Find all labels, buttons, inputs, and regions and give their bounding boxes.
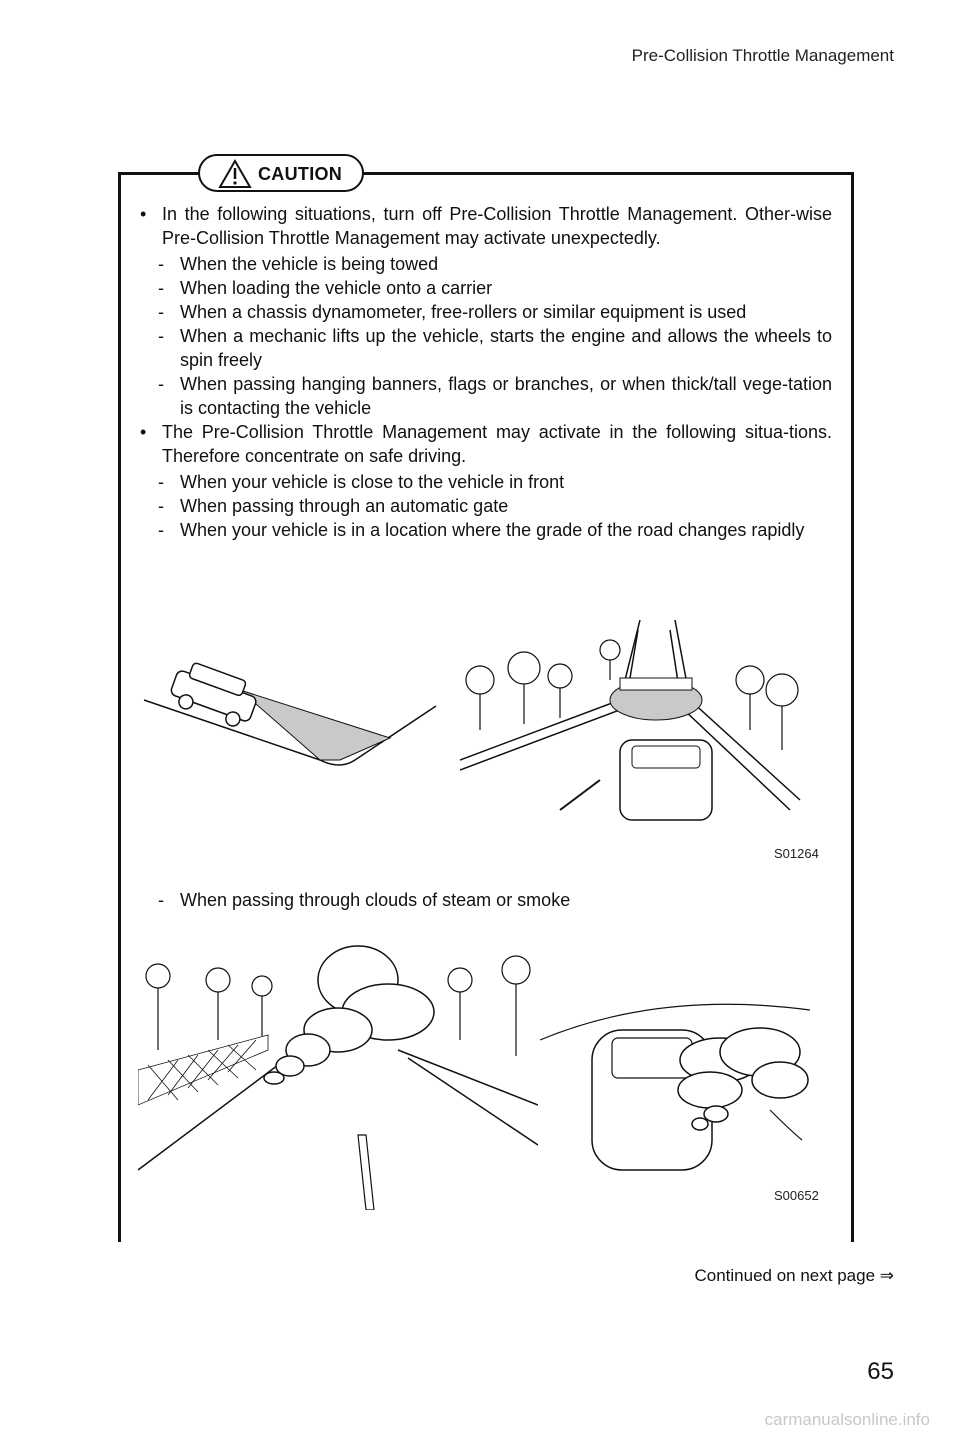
watermark: carmanualsonline.info bbox=[764, 1410, 930, 1429]
warning-triangle-icon bbox=[218, 159, 252, 189]
list-item-text: When loading the vehicle onto a carrier bbox=[180, 278, 493, 298]
list-item-text: When passing hanging banners, flags or branches, or when thick/tall vege-tation is contacting the vehicle bbox=[180, 374, 832, 418]
list-item: - When a chassis dynamometer, free-rollers or similar equipment is used bbox=[158, 302, 747, 322]
list-item: - When your vehicle is close to the vehicle in front bbox=[158, 472, 565, 492]
list-item-text: When passing through clouds of steam or smoke bbox=[180, 890, 571, 910]
list-item: - When a mechanic lifts up the vehicle, starts the engine and allows the wheels to spin freely bbox=[158, 326, 832, 370]
list-item-text: When the vehicle is being towed bbox=[180, 254, 439, 274]
list-item: - When passing through clouds of steam or smoke bbox=[158, 890, 571, 910]
continued-note: Continued on next page ⇒ bbox=[694, 1266, 894, 1285]
grade-change-illustration bbox=[140, 610, 440, 790]
list-item: - When the vehicle is being towed bbox=[158, 254, 439, 274]
list-item-text: When a mechanic lifts up the vehicle, starts the engine and allows the wheels to spin freely bbox=[180, 326, 832, 370]
list-item: - When passing hanging banners, flags or branches, or when thick/tall vege-tation is contacting the vehicle bbox=[158, 374, 832, 418]
bullet-mark: • bbox=[140, 422, 147, 442]
figure-code: S01264 bbox=[774, 846, 819, 861]
automatic-gate-illustration bbox=[460, 620, 820, 840]
bullet-text: In the following situations, turn off Pre-Collision Throttle Management. Other-wise Pre-Collision Throttle Management may activate unexpectedly. bbox=[162, 204, 832, 248]
section-title: Pre-Collision Throttle Management bbox=[631, 46, 894, 65]
bullet-item bbox=[130, 202, 832, 250]
figure-code: S00652 bbox=[774, 1188, 819, 1203]
page-number: 65 bbox=[867, 1358, 894, 1385]
bullet-mark: • bbox=[140, 204, 147, 224]
exhaust-smoke-car-illustration bbox=[540, 990, 820, 1190]
caution-content bbox=[130, 202, 832, 542]
list-item-text: When passing through an automatic gate bbox=[180, 496, 509, 516]
list-item: - When your vehicle is in a location where the grade of the road changes rapidly bbox=[158, 520, 805, 540]
list-item-text: When a chassis dynamometer, free-rollers or similar equipment is used bbox=[180, 302, 747, 322]
steam-cloud-road-illustration bbox=[138, 940, 538, 1210]
caution-tab bbox=[198, 154, 364, 192]
caution-label: CAUTION bbox=[258, 164, 343, 184]
list-item-text: When your vehicle is close to the vehicle in front bbox=[180, 472, 565, 492]
list-item: - When loading the vehicle onto a carrier bbox=[158, 278, 493, 298]
list-item: - When passing through an automatic gate bbox=[158, 496, 509, 516]
bullet-text: The Pre-Collision Throttle Management may activate in the following situa-tions. Therefore concentrate on safe driving. bbox=[162, 422, 832, 466]
list-item-text: When your vehicle is in a location where the grade of the road changes rapidly bbox=[180, 520, 805, 540]
bullet-item bbox=[130, 420, 832, 468]
